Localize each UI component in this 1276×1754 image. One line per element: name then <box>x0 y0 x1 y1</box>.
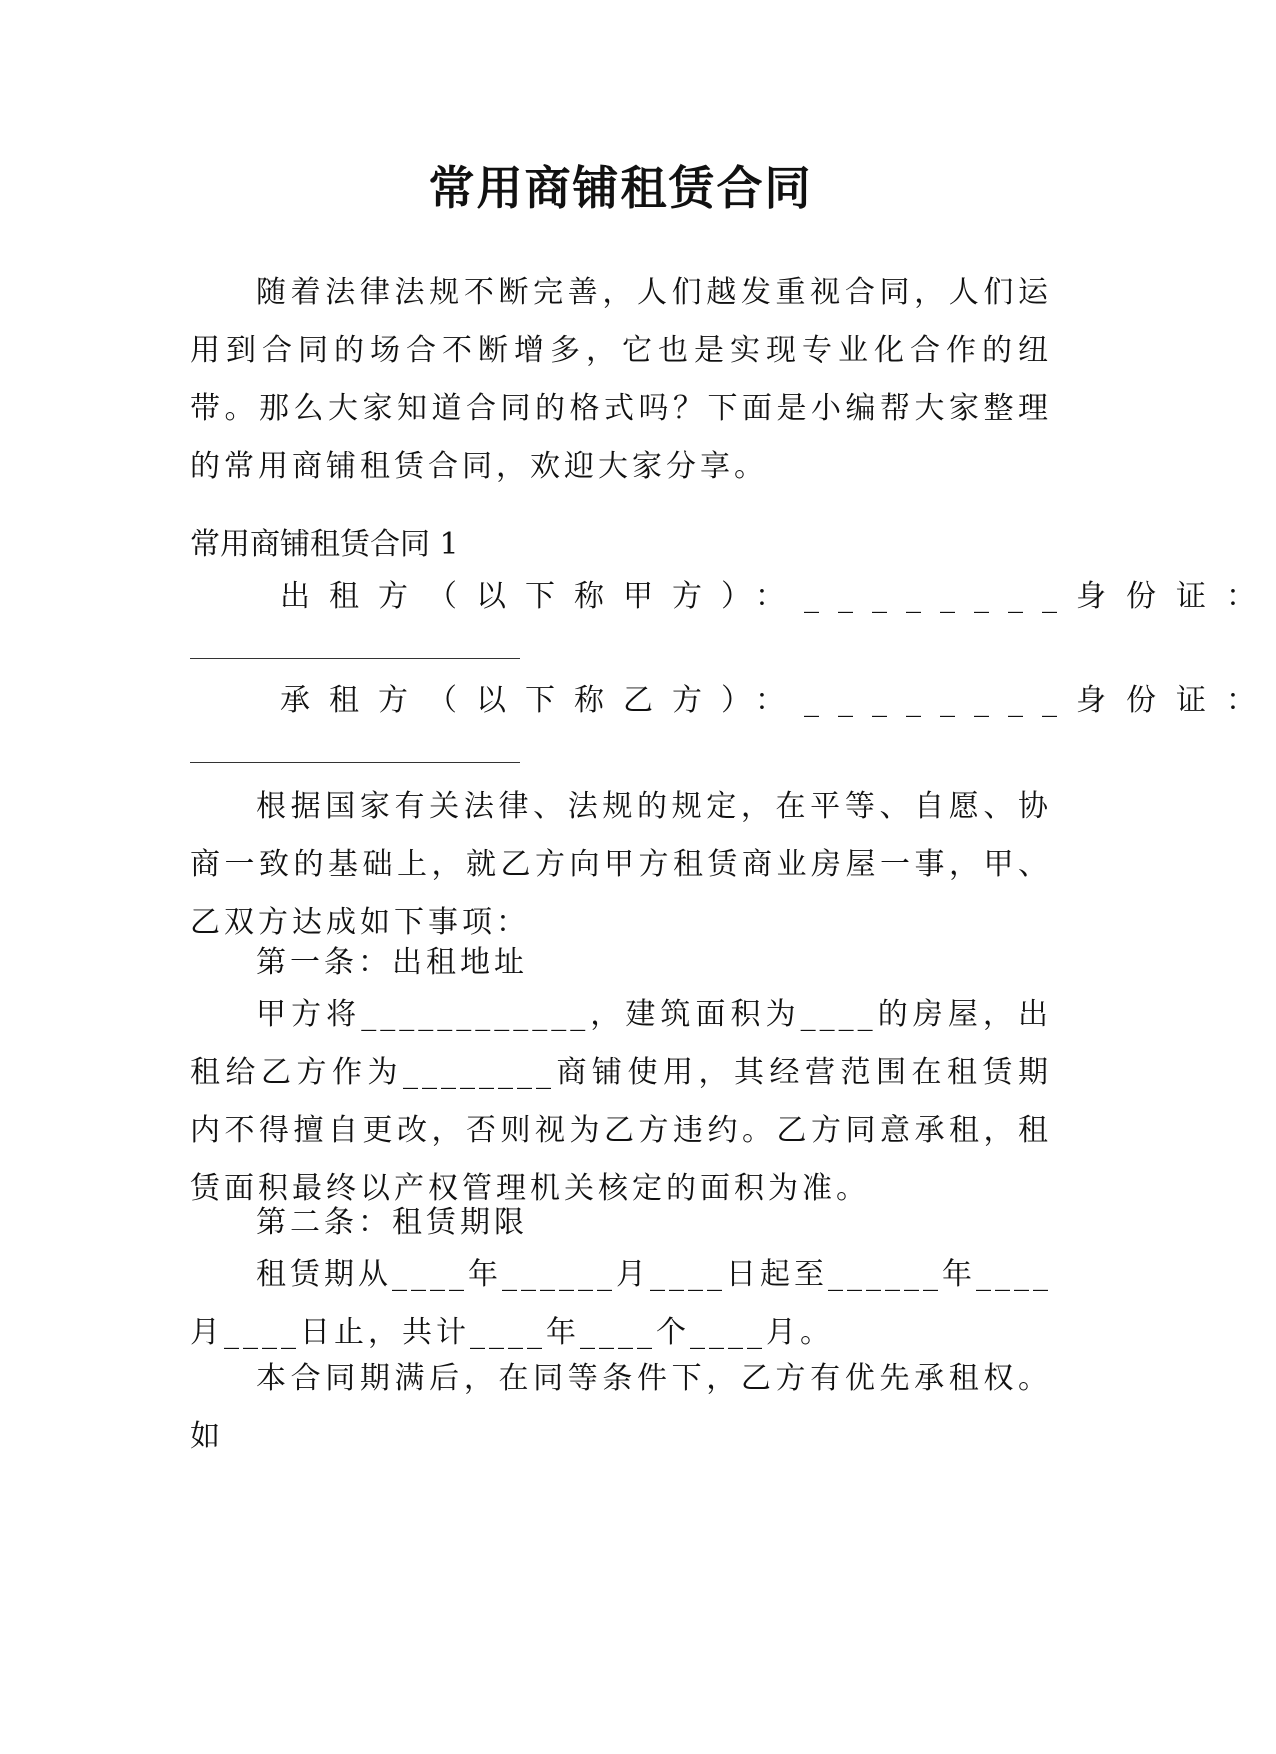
lessee-label: 承租方（以下称乙方）：________ <box>280 683 1076 718</box>
lessor-row <box>190 568 1276 626</box>
lessor-id-label: 身份证： <box>1076 579 1276 614</box>
intro-paragraph: 随着法律法规不断完善，人们越发重视合同，人们运用到合同的场合不断增多，它也是实现专业化合作的纽带。那么大家知道合同的格式吗？下面是小编帮大家整理的常用商铺租赁合同，欢迎大家分享。 <box>190 275 1052 484</box>
lessee-id-label: 身份证： <box>1076 683 1276 718</box>
lessee-id-blank-line <box>190 762 520 763</box>
article-2-heading: 第二条：租赁期限 <box>256 1205 528 1240</box>
document-title: 常用商铺租赁合同 <box>428 161 813 215</box>
lessee-row <box>190 672 1276 730</box>
section-heading: 常用商铺租赁合同 1 <box>190 527 459 562</box>
article-2-body: 租赁期从____年______月____日起至______年____月____日止，共计____年____个____月。 <box>190 1257 1052 1350</box>
lessor-label: 出租方（以下称甲方）：________ <box>280 579 1076 614</box>
article-1-heading: 第一条：出租地址 <box>256 945 528 980</box>
lessor-id-blank-line <box>190 658 520 659</box>
article-1-body: 甲方将____________，建筑面积为____的房屋，出租给乙方作为________商铺使用，其经营范围在租赁期内不得擅自更改，否则视为乙方违约。乙方同意承租，租赁面积最终以产权管理机关核定的面积为准。 <box>190 997 1052 1206</box>
preamble-paragraph: 根据国家有关法律、法规的规定，在平等、自愿、协商一致的基础上，就乙方向甲方租赁商业房屋一事，甲、乙双方达成如下事项： <box>190 789 1052 940</box>
article-2-renewal: 本合同期满后，在同等条件下，乙方有优先承租权。如 <box>190 1361 1052 1454</box>
